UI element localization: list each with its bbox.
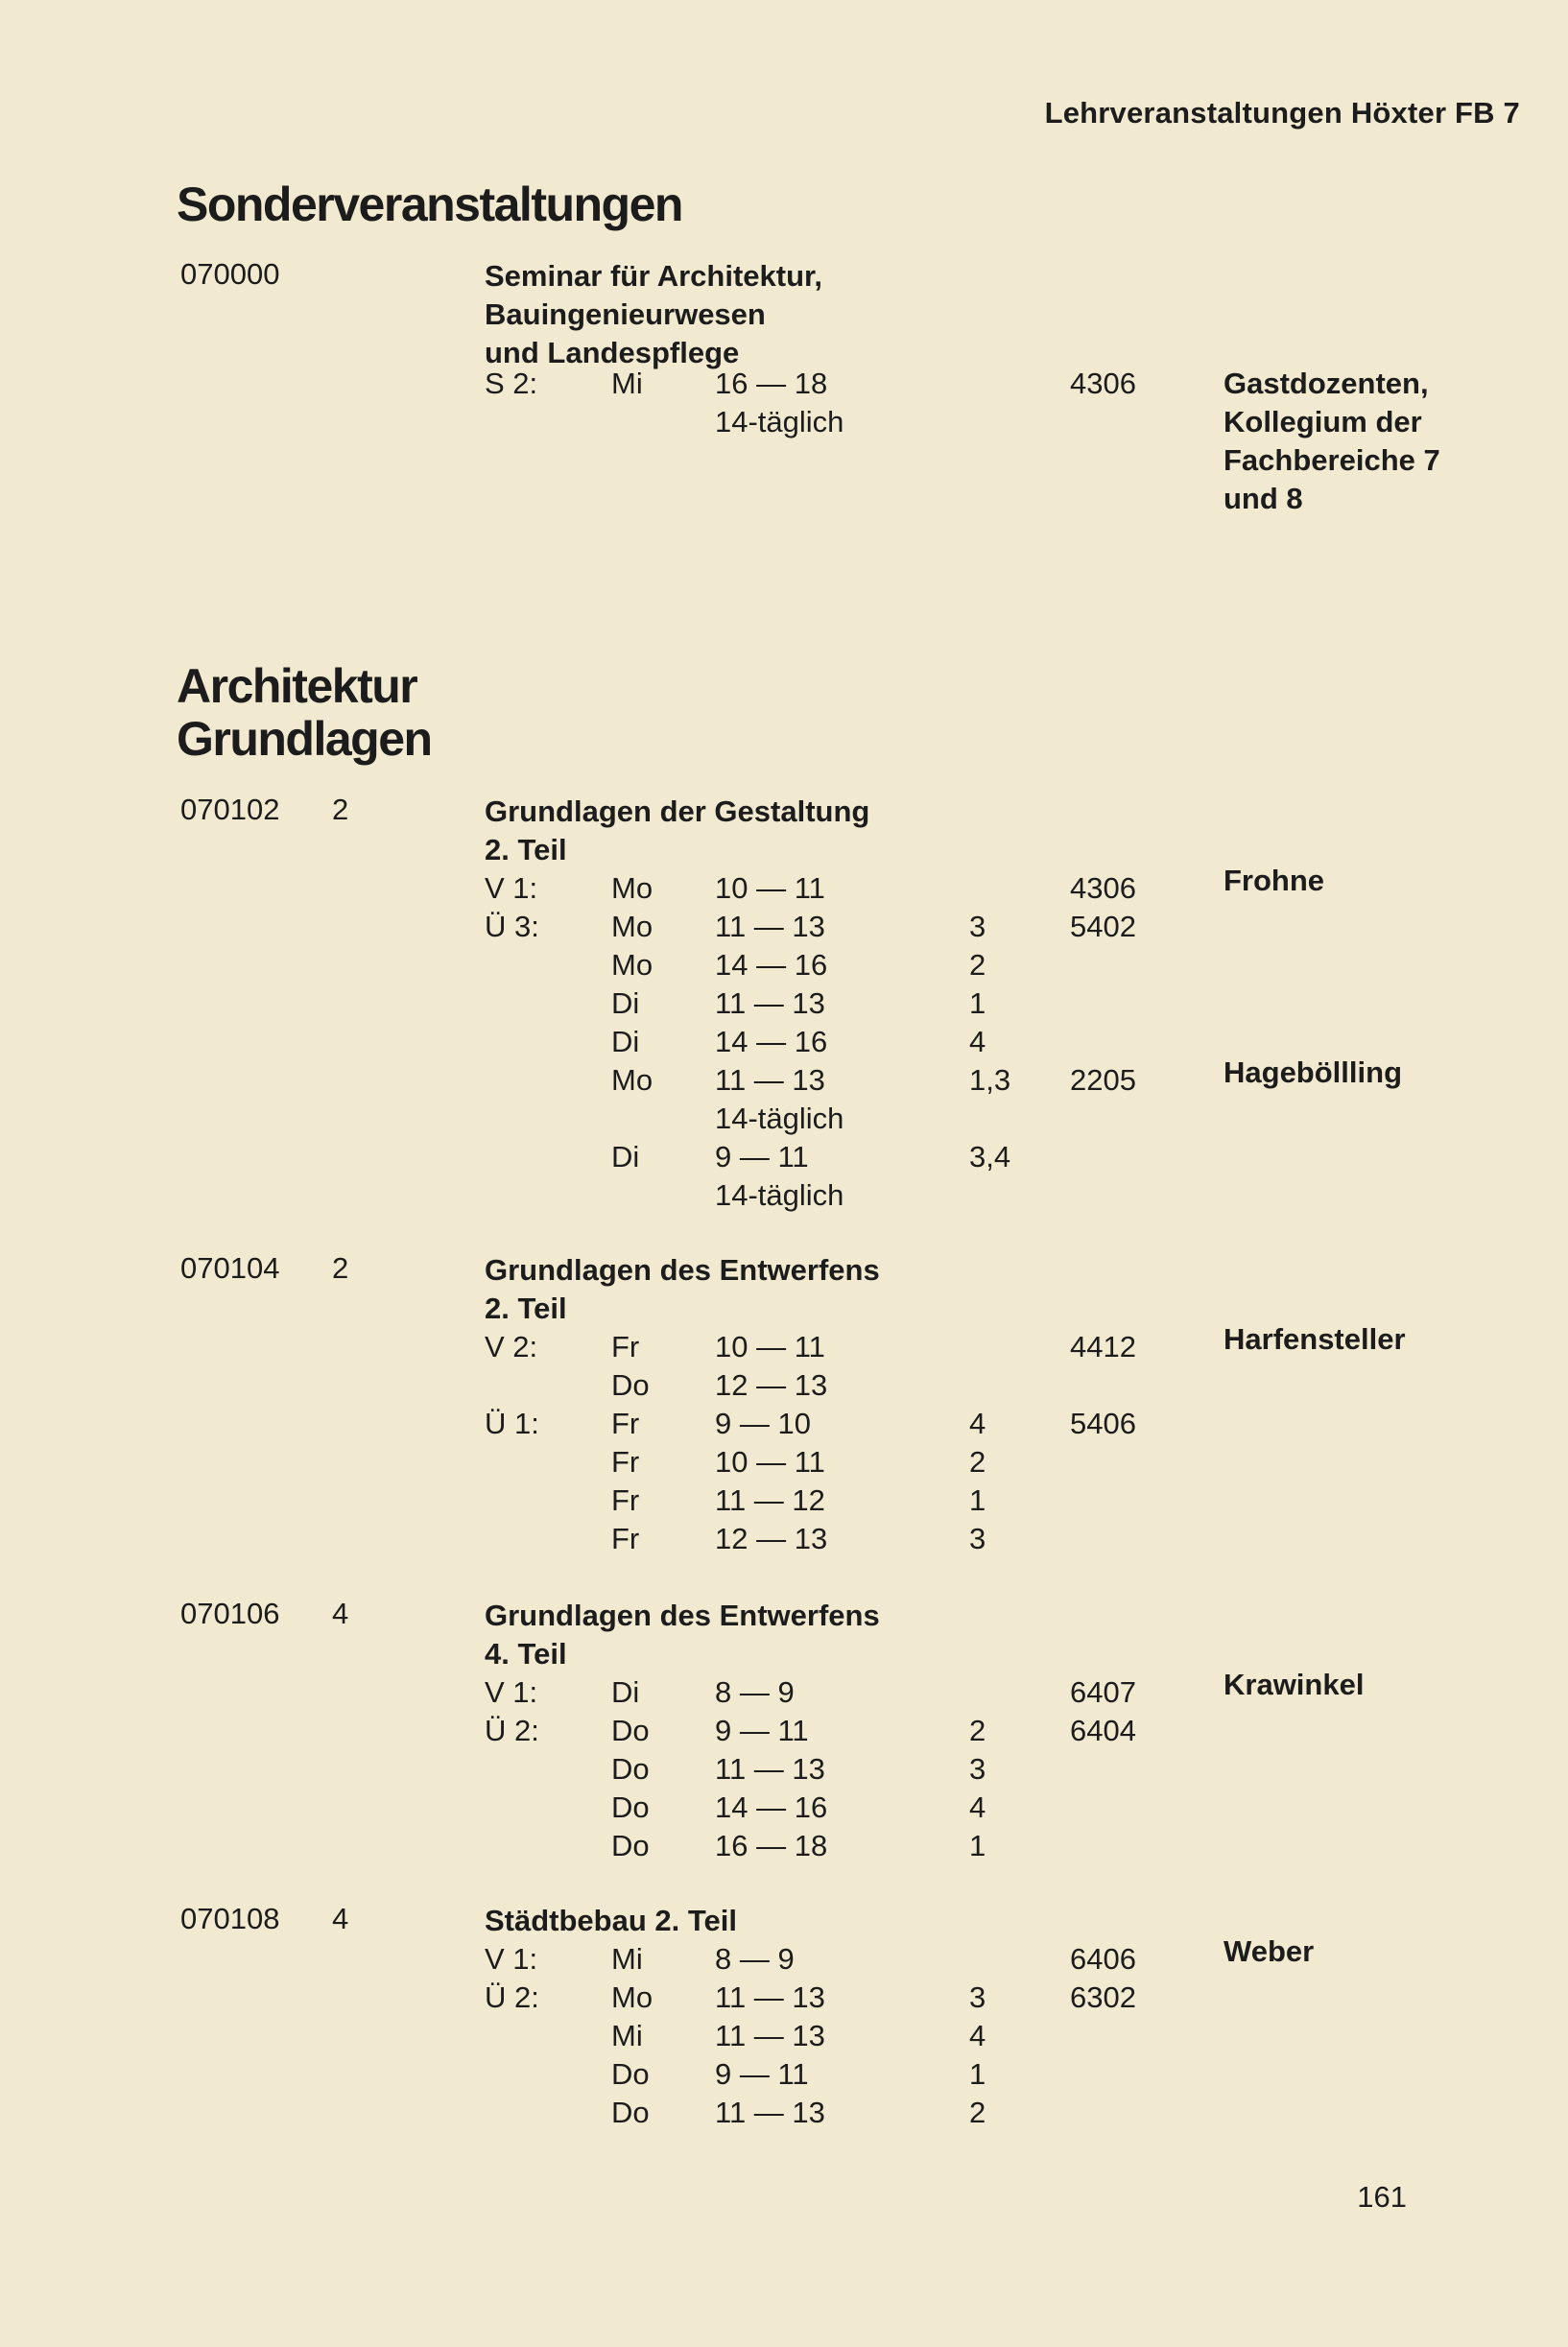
- session-group: 3: [969, 1752, 986, 1786]
- schedule-row: [0, 946, 1568, 984]
- session-group: 1: [969, 2057, 986, 2091]
- session-group: 1,3: [969, 1063, 1011, 1097]
- page-number: 161: [1357, 2180, 1407, 2214]
- session-time: 14 — 16: [715, 1025, 828, 1058]
- course-title-line: Grundlagen der Gestaltung: [485, 794, 870, 828]
- course-lecturer: Harfensteller: [1224, 1322, 1406, 1356]
- session-day: Do: [611, 1752, 650, 1786]
- session-day: Do: [611, 2057, 650, 2091]
- session-day: Mo: [611, 948, 653, 982]
- session-room: 6407: [1070, 1675, 1136, 1709]
- course-lecturer: Hageböllling: [1224, 1055, 1402, 1089]
- lecturer-line: Fachbereiche 7: [1224, 443, 1440, 477]
- session-room: 6404: [1070, 1714, 1136, 1747]
- course-title-line: Bauingenieurwesen: [485, 297, 766, 331]
- session-type: V 1:: [485, 1675, 538, 1709]
- schedule-row: [0, 1520, 1568, 1558]
- schedule-row: [0, 365, 1568, 403]
- section-title-sonderveranstaltungen: Sonderveranstaltungen: [177, 178, 682, 231]
- course-sws: 2: [332, 1251, 349, 1285]
- schedule-row: [0, 403, 1568, 441]
- schedule-row: [0, 1673, 1568, 1712]
- course-lecturer: Krawinkel: [1224, 1668, 1365, 1701]
- course-title-line: Grundlagen des Entwerfens: [485, 1599, 880, 1632]
- course-number: 070106: [180, 1597, 280, 1630]
- session-day: Fr: [611, 1522, 640, 1555]
- session-type: V 1:: [485, 1942, 538, 1976]
- schedule-row: [0, 1750, 1568, 1789]
- schedule-row: [0, 2017, 1568, 2055]
- session-group: 2: [969, 1714, 986, 1747]
- schedule-row: [0, 984, 1568, 1023]
- session-type: V 1:: [485, 871, 538, 905]
- session-time: 8 — 9: [715, 1942, 795, 1976]
- course-title-line: 2. Teil: [485, 1292, 567, 1325]
- session-type: Ü 3:: [485, 910, 539, 943]
- session-group: 4: [969, 1025, 986, 1058]
- course-title-line: Seminar für Architektur,: [485, 259, 823, 293]
- lecturer-line: und 8: [1224, 482, 1303, 515]
- course-title-line: Grundlagen des Entwerfens: [485, 1253, 880, 1287]
- session-room: 5402: [1070, 910, 1136, 943]
- session-time: 14 — 16: [715, 1790, 828, 1824]
- course-number: 070102: [180, 793, 280, 826]
- session-type: S 2:: [485, 367, 538, 400]
- session-day: Mo: [611, 910, 653, 943]
- session-type: Ü 1:: [485, 1407, 539, 1440]
- course-title-line: 4. Teil: [485, 1637, 567, 1671]
- schedule-row: [0, 1366, 1568, 1405]
- session-room: 4306: [1070, 367, 1136, 400]
- schedule-row: [0, 2055, 1568, 2094]
- session-time: 9 — 11: [715, 1140, 809, 1174]
- session-day: Di: [611, 1025, 640, 1058]
- schedule-row: [0, 1789, 1568, 1827]
- session-room: 6406: [1070, 1942, 1136, 1976]
- session-group: 3: [969, 910, 986, 943]
- session-type: V 2:: [485, 1330, 538, 1363]
- schedule-row: [0, 1328, 1568, 1366]
- session-group: 2: [969, 2096, 986, 2129]
- session-room: 2205: [1070, 1063, 1136, 1097]
- course-number: 070000: [180, 257, 280, 291]
- session-type: Ü 2:: [485, 1714, 539, 1747]
- session-day: Do: [611, 2096, 650, 2129]
- session-day: Do: [611, 1790, 650, 1824]
- section-title-line: Architektur: [177, 659, 417, 713]
- course-title-line: und Landespflege: [485, 336, 740, 369]
- session-time: 11 — 13: [715, 2019, 825, 2052]
- session-time: 10 — 11: [715, 1330, 825, 1363]
- session-day: Di: [611, 1140, 640, 1174]
- session-time: 9 — 11: [715, 1714, 809, 1747]
- lecturer-line: Gastdozenten,: [1224, 367, 1429, 400]
- course-lecturer: Weber: [1224, 1934, 1315, 1968]
- session-group: 3: [969, 1980, 986, 2014]
- course-title: [485, 1902, 1022, 1940]
- lecturer-line: Kollegium der: [1224, 405, 1422, 439]
- session-time: 14-täglich: [715, 1178, 844, 1212]
- session-time: 11 — 13: [715, 1752, 825, 1786]
- schedule-row: [0, 2094, 1568, 2132]
- session-time: 8 — 9: [715, 1675, 795, 1709]
- session-day: Mo: [611, 871, 653, 905]
- schedule-row: [0, 1712, 1568, 1750]
- session-time: 12 — 13: [715, 1368, 828, 1402]
- session-day: Di: [611, 1675, 640, 1709]
- session-day: Do: [611, 1829, 650, 1862]
- schedule-row: [0, 1979, 1568, 2017]
- schedule-row: [0, 1827, 1568, 1865]
- session-day: Mo: [611, 1980, 653, 2014]
- session-time: 10 — 11: [715, 871, 825, 905]
- schedule-row: [0, 869, 1568, 908]
- schedule-row: [0, 908, 1568, 946]
- schedule-row: [0, 1138, 1568, 1176]
- session-group: 1: [969, 1483, 986, 1517]
- session-day: Mo: [611, 1063, 653, 1097]
- session-group: 1: [969, 1829, 986, 1862]
- session-room: 6302: [1070, 1980, 1136, 2014]
- session-day: Fr: [611, 1483, 640, 1517]
- course-sws: 4: [332, 1902, 349, 1935]
- session-group: 3,4: [969, 1140, 1011, 1174]
- schedule-row: [0, 1940, 1568, 1979]
- session-group: 2: [969, 948, 986, 982]
- course-lecturer: Frohne: [1224, 864, 1325, 897]
- session-day: Mi: [611, 367, 643, 400]
- course-title: [485, 1597, 1022, 1673]
- session-day: Di: [611, 986, 640, 1020]
- section-title-line: Grundlagen: [177, 712, 432, 766]
- session-type: Ü 2:: [485, 1980, 539, 2014]
- session-time: 9 — 11: [715, 2057, 809, 2091]
- schedule-row: [0, 1176, 1568, 1215]
- session-day: Do: [611, 1714, 650, 1747]
- session-time: 11 — 12: [715, 1483, 825, 1517]
- session-day: Do: [611, 1368, 650, 1402]
- schedule-row: [0, 1405, 1568, 1443]
- course-title: [485, 257, 1022, 372]
- session-time: 11 — 13: [715, 2096, 825, 2129]
- section-title-architektur-grundlagen: [177, 660, 432, 766]
- course-title: [485, 793, 1022, 869]
- schedule-row: [0, 1100, 1568, 1138]
- session-time: 9 — 10: [715, 1407, 811, 1440]
- course-title-line: 2. Teil: [485, 833, 567, 866]
- session-time: 14 — 16: [715, 948, 828, 982]
- session-day: Fr: [611, 1407, 640, 1440]
- session-time: 10 — 11: [715, 1445, 825, 1479]
- course-title-line: Städtbebau 2. Teil: [485, 1904, 737, 1937]
- session-day: Mi: [611, 2019, 643, 2052]
- session-time: 14-täglich: [715, 405, 844, 439]
- schedule-row: [0, 1443, 1568, 1482]
- course-number: 070104: [180, 1251, 280, 1285]
- course-sws: 4: [332, 1597, 349, 1630]
- session-group: 3: [969, 1522, 986, 1555]
- schedule-row: [0, 1023, 1568, 1061]
- session-time: 11 — 13: [715, 986, 825, 1020]
- session-day: Mi: [611, 1942, 643, 1976]
- session-group: 1: [969, 986, 986, 1020]
- session-time: 16 — 18: [715, 367, 828, 400]
- session-group: 2: [969, 1445, 986, 1479]
- session-group: 4: [969, 2019, 986, 2052]
- session-group: 4: [969, 1407, 986, 1440]
- course-number: 070108: [180, 1902, 280, 1935]
- session-time: 12 — 13: [715, 1522, 828, 1555]
- running-header: Lehrveranstaltungen Höxter FB 7: [1044, 96, 1520, 130]
- session-time: 11 — 13: [715, 1980, 825, 2014]
- session-day: Fr: [611, 1445, 640, 1479]
- session-room: 5406: [1070, 1407, 1136, 1440]
- session-time: 14-täglich: [715, 1102, 844, 1135]
- session-group: 4: [969, 1790, 986, 1824]
- course-sws: 2: [332, 793, 349, 826]
- session-day: Fr: [611, 1330, 640, 1363]
- session-time: 16 — 18: [715, 1829, 828, 1862]
- session-time: 11 — 13: [715, 1063, 825, 1097]
- course-title: [485, 1251, 1022, 1328]
- session-time: 11 — 13: [715, 910, 825, 943]
- schedule-row: [0, 1061, 1568, 1100]
- schedule-row: [0, 1482, 1568, 1520]
- session-room: 4306: [1070, 871, 1136, 905]
- session-room: 4412: [1070, 1330, 1136, 1363]
